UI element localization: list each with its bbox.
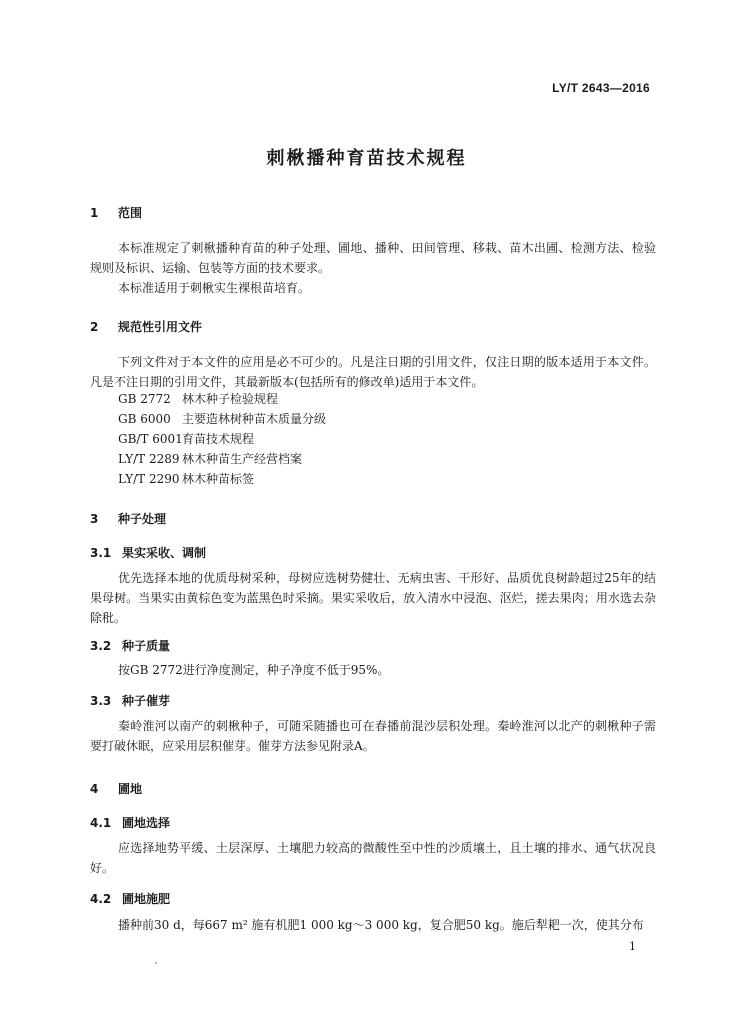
section-number: 3.3 — [90, 694, 112, 708]
section-title: 种子处理 — [118, 512, 167, 526]
section-3-heading — [90, 510, 166, 527]
section-title: 种子质量 — [122, 639, 171, 653]
section-title: 果实采收、调制 — [122, 546, 207, 560]
reference-code: LY/T 2289 — [118, 452, 180, 466]
section-number: 4 — [90, 782, 99, 796]
paragraph: 优先选择本地的优质母树采种，母树应选树势健壮、无病虫害、干形好、品质优良树龄超过25年的结果母树。当果实由黄棕色变为蓝黑色时采摘。果实采收后，放入清水中浸泡、沤烂，搓去果肉；用水选去杂除秕。 — [90, 571, 656, 625]
reference-code: LY/T 2290 — [118, 472, 180, 486]
reference-name: 主要造林树种苗木质量分级 — [182, 412, 327, 426]
reference-item — [118, 389, 278, 409]
section-title: 圃地施肥 — [122, 892, 171, 906]
reference-code: GB/T 6001 — [118, 432, 183, 446]
paragraph: 应选择地势平缓、土层深厚、土壤肥力较高的微酸性至中性的沙质壤土，且土壤的排水、通气状况良好。 — [90, 841, 656, 875]
section-number: 3 — [90, 512, 99, 526]
subsection-4-1-heading — [90, 814, 170, 831]
paragraph: 播种前30 d，每667 m² 施有机肥1 000 kg～3 000 kg，复合肥50 kg。施后犁耙一次，使其分布 — [118, 918, 644, 932]
section-number: 2 — [90, 320, 99, 334]
paragraph: 秦岭淮河以南产的刺楸种子，可随采随播也可在春播前混沙层积处理。秦岭淮河以北产的刺楸种子需要打破休眠，应采用层积催芽。催芽方法参见附录A。 — [90, 719, 656, 753]
section-1-heading — [90, 204, 142, 221]
subsection-3-2-heading — [90, 637, 170, 654]
section-title: 种子催芽 — [122, 694, 171, 708]
section-title: 规范性引用文件 — [118, 320, 203, 334]
paragraph: 下列文件对于本文件的应用是必不可少的。凡是注日期的引用文件，仅注日期的版本适用于本文件。凡是不注日期的引用文件，其最新版本(包括所有的修改单)适用于本文件。 — [90, 355, 656, 389]
section-number: 4.2 — [90, 892, 112, 906]
reference-name: 林木种苗生产经营档案 — [182, 452, 303, 466]
subsection-3-3-heading — [90, 692, 170, 709]
section-number: 3.1 — [90, 546, 112, 560]
section-number: 1 — [90, 206, 99, 220]
subsection-3-1-heading — [90, 544, 206, 561]
section-title: 范围 — [118, 206, 143, 220]
section-4-heading — [90, 780, 142, 797]
reference-item — [118, 449, 302, 469]
reference-item — [118, 409, 326, 429]
reference-code: GB 6000 — [118, 412, 171, 426]
section-2-heading — [90, 318, 202, 335]
reference-item — [118, 469, 254, 489]
section-number: 3.2 — [90, 639, 112, 653]
paragraph: 按GB 2772进行净度测定，种子净度不低于95%。 — [118, 663, 390, 677]
document-title: 刺楸播种育苗技术规程 — [266, 148, 467, 169]
section-title: 圃地 — [118, 782, 143, 796]
page-number: 1 — [629, 940, 636, 953]
reference-name: 育苗技术规程 — [182, 432, 255, 446]
paragraph: 本标准规定了刺楸播种育苗的种子处理、圃地、播种、田间管理、移栽、苗木出圃、检测方法、检验规则及标识、运输、包装等方面的技术要求。 — [90, 241, 656, 275]
reference-name: 林木种苗标签 — [182, 472, 255, 486]
reference-name: 林木种子检验规程 — [182, 392, 279, 406]
reference-code: GB 2772 — [118, 392, 171, 406]
section-number: 4.1 — [90, 816, 112, 830]
subsection-4-2-heading — [90, 890, 170, 907]
section-title: 圃地选择 — [122, 816, 171, 830]
scan-speck — [155, 962, 157, 964]
reference-item — [118, 429, 254, 449]
paragraph: 本标准适用于刺楸实生裸根苗培育。 — [118, 281, 311, 295]
standard-code: LY/T 2643—2016 — [552, 81, 650, 95]
